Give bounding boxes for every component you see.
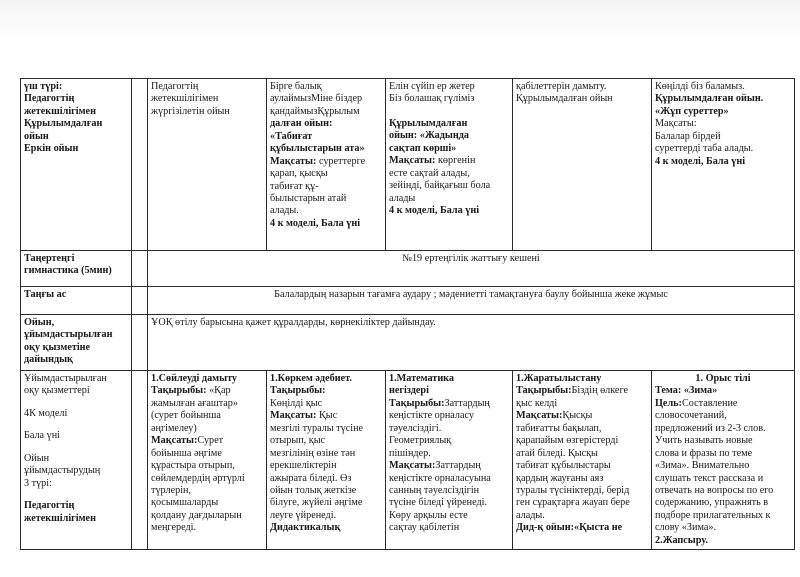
speech-development-cell: 1.Сөйлеуді дамыту Тақырыбы: «Қар жамылған ағаштар» (сурет бойынша әңгімелеу) Мақсаты:Сурет бойынша әңгіме құрастыра отырып, сөйлемдердің әртүрлі түрлерін, қосымшаларды қолдану дағдыларын меңгереді. [148, 371, 267, 550]
gymnastics-text: №19 ертеңгілік жаттығу кешені [148, 251, 795, 287]
narrow-cell [132, 315, 148, 371]
table-row [21, 371, 795, 550]
schedule-table [20, 78, 795, 550]
preparation-text: ҰОҚ өтілу барысына қажет құралдарды, көрнекіліктер дайындау. [148, 315, 795, 371]
friday-cell: Көңілді біз баламыз. Құрылымдалған ойын. «Жұп суреттер» Мақсаты: Балалар бірдей суреттерді таба алады. 4 к моделі, Бала үні [652, 79, 795, 251]
narrow-cell [132, 251, 148, 287]
table-row [21, 315, 795, 371]
narrow-cell [132, 287, 148, 315]
narrow-cell [132, 371, 148, 550]
math-cell: 1.Математика негіздері Тақырыбы:Заттардың кеңістікте орналасу тәуелсіздігі. Геометриялық пішіндер. Мақсаты:Заттардың кеңістікте орналасуына санның тәуелсіздігін түсіне біледі үйренеді. Көру арқылы есте сақтау қабілетін [386, 371, 513, 550]
table-row [21, 251, 795, 287]
row-label-gymnastics: Таңертеңгі гимнастика (5мин) [21, 251, 132, 287]
nature-cell: 1.Жаратылыстану Тақырыбы:Біздің өлкеге қыс келді Мақсаты:Қысқы табиғатты бақылап, қарапайым өзгерістерді атай біледі. Қысқы табиғат құбылыстары қардың жауғаны аяз туралы түсініктерді, берід ген сұрақтарға жауап бере алады. Дид-қ ойын:«Қыста не [513, 371, 652, 550]
table-row [21, 79, 795, 251]
narrow-cell [132, 79, 148, 251]
table-row [21, 287, 795, 315]
breakfast-text: Балалардың назарын тағамға аудару ; мәдениетті тамақтануға баулу бойынша жеке жұмыс [148, 287, 795, 315]
row-label-preparation: Ойын, ұйымдастырылған оқу қызметіне дайындық [21, 315, 132, 371]
thursday-cell: қабілеттерін дамыту. Құрылымдалған ойын [513, 79, 652, 251]
monday-cell: Педагогтің жетекшілігімен жүргізілетін ойын [148, 79, 267, 251]
wednesday-cell: Елін сүйіп ер жетер Біз болашақ гүліміз Құрылымдалған ойын: «Жадыңда сақтап көрші» Мақсаты: көргенін есте сақтай алады, зейінді, байқағыш бола алады 4 к моделі, Бала үні [386, 79, 513, 251]
row-label-game-types: үш түрі: Педагогтің жетекшілігімен Құрылымдалған ойын Еркін ойын [21, 79, 132, 251]
russian-language-cell: 1. Орыс тілі Тема: «Зима» Цель:Составление словосочетаний, предложений из 2-3 слов. Учить называть новые слова и фразы по теме «Зима». Внимательно слушать текст рассказа и отвечать на вопросы по его содержанию, упражнять в подборе прилагательных к слову «Зима». 2.Жапсыру. [652, 371, 795, 550]
row-label-breakfast: Таңғы ас [21, 287, 132, 315]
literature-cell: 1.Көркем әдебиет. Тақырыбы: Көңілді қыс Мақсаты: Қыс мезгілі туралы түсіне отырып, қыс мезгілінің өзіне тән ерекшеліктерін ажырата біледі. Өз ойын толық жеткізе білуге, жүйелі әңгіме леуге үйренеді. Дидактикалық [267, 371, 386, 550]
tuesday-cell: Бірге балық аулаймызМіне біздер қандаймызҚұрылым далған ойын: «Табиғат құбылыстарын ата» Мақсаты: суреттерге қарап, қысқы табиғат құ- былыстарын атай алады. 4 к моделі, Бала үні [267, 79, 386, 251]
row-label-organized-activities: Ұйымдастырылған оқу қызметтері 4К моделі Бала үні Ойын ұйымдастырудың 3 түрі: Педагогтің жетекшілігімен [21, 371, 132, 550]
